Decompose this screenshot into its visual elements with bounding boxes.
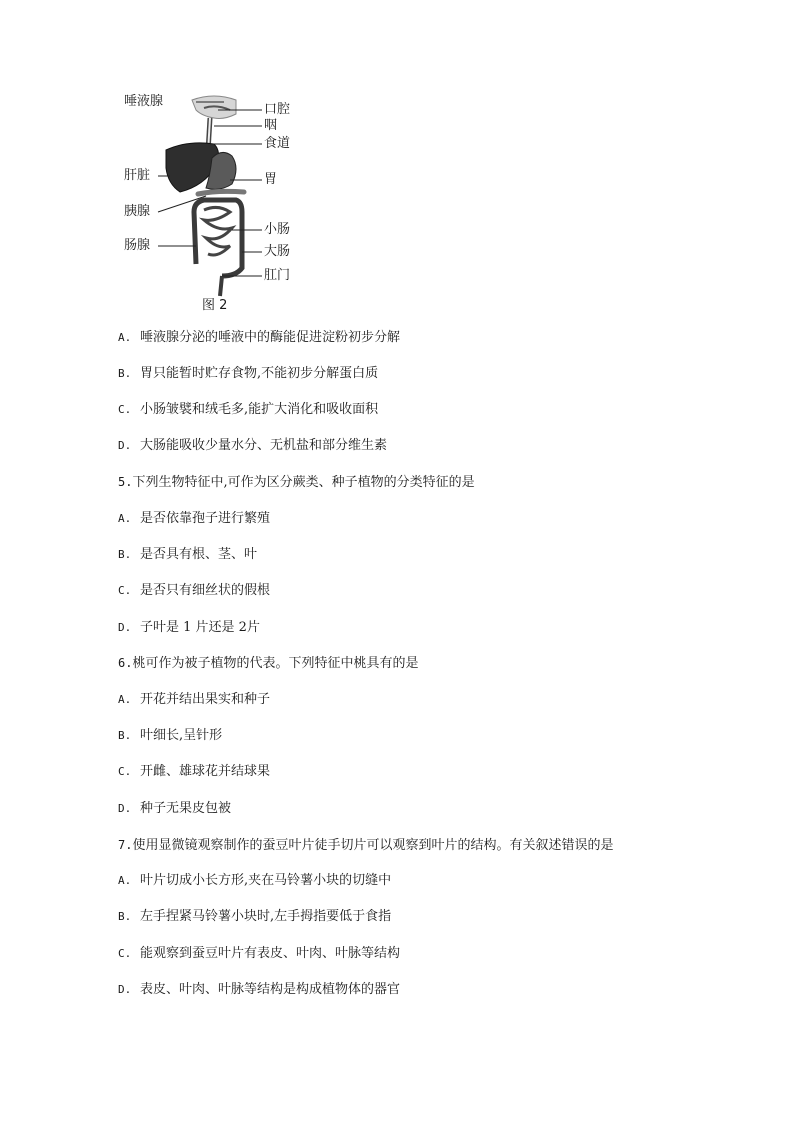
label-salivary-gland: 唾液腺 <box>124 94 164 109</box>
option-text: 左手捏紧马铃薯小块时,左手拇指要低于食指 <box>140 909 392 924</box>
option-text: 能观察到蚕豆叶片有表皮、叶肉、叶脉等结构 <box>140 946 401 961</box>
q7-option-a <box>118 873 391 889</box>
option-letter: B. <box>118 548 132 561</box>
option-letter: A. <box>118 331 132 344</box>
digestive-system-figure <box>118 92 318 314</box>
q5-option-d <box>118 620 260 636</box>
option-letter: A. <box>118 512 132 525</box>
option-text: 小肠皱襞和绒毛多,能扩大消化和吸收面积 <box>140 402 379 417</box>
q6-stem <box>118 655 418 672</box>
q6-option-d <box>118 801 231 817</box>
question-number: 6. <box>118 656 133 670</box>
q5-option-c <box>118 583 270 599</box>
label-pharynx: 咽 <box>264 118 278 133</box>
label-small-intestine: 小肠 <box>264 222 291 237</box>
option-text: 子叶是 1 片还是 2片 <box>140 620 260 635</box>
option-letter: D. <box>118 621 132 634</box>
option-letter: C. <box>118 403 132 416</box>
option-letter: C. <box>118 947 132 960</box>
q7-stem <box>118 837 613 854</box>
option-letter: B. <box>118 729 132 742</box>
q7-option-d <box>118 982 400 998</box>
label-anus: 肛门 <box>264 268 291 283</box>
question-number: 7. <box>118 838 133 852</box>
q4-option-a <box>118 330 400 346</box>
figure-caption: 图 2 <box>202 298 228 313</box>
q7-option-c <box>118 946 400 962</box>
q5-option-b <box>118 547 257 563</box>
option-letter: D. <box>118 439 132 452</box>
q6-option-c <box>118 764 270 780</box>
option-text: 大肠能吸收少量水分、无机盐和部分维生素 <box>140 438 388 453</box>
label-esophagus: 食道 <box>264 136 291 151</box>
q5-stem <box>118 474 475 491</box>
q4-option-b <box>118 366 378 382</box>
option-letter: D. <box>118 802 132 815</box>
q4-option-d <box>118 438 387 454</box>
option-text: 是否具有根、茎、叶 <box>140 547 258 562</box>
q7-option-b <box>118 909 391 925</box>
option-text: 表皮、叶肉、叶脉等结构是构成植物体的器官 <box>140 982 401 997</box>
label-stomach: 胃 <box>264 172 278 187</box>
option-letter: B. <box>118 367 132 380</box>
label-mouth: 口腔 <box>264 102 291 117</box>
option-letter: A. <box>118 874 132 887</box>
option-text: 开花并结出果实和种子 <box>140 692 271 707</box>
option-letter: C. <box>118 765 132 778</box>
option-text: 是否依靠孢子进行繁殖 <box>140 511 271 526</box>
option-letter: C. <box>118 584 132 597</box>
question-text: 使用显微镜观察制作的蚕豆叶片徒手切片可以观察到叶片的结构。有关叙述错误的是 <box>132 838 614 853</box>
q5-option-a <box>118 511 270 527</box>
option-letter: B. <box>118 910 132 923</box>
question-number: 5. <box>118 475 133 489</box>
option-text: 唾液腺分泌的唾液中的酶能促进淀粉初步分解 <box>140 330 401 345</box>
option-letter: A. <box>118 693 132 706</box>
option-text: 叶细长,呈针形 <box>140 728 223 743</box>
question-text: 下列生物特征中,可作为区分蕨类、种子植物的分类特征的是 <box>132 475 475 490</box>
question-text: 桃可作为被子植物的代表。下列特征中桃具有的是 <box>132 656 419 671</box>
option-text: 开雌、雄球花并结球果 <box>140 764 271 779</box>
label-large-intestine: 大肠 <box>264 244 291 259</box>
label-intestinal-gland: 肠腺 <box>124 238 151 253</box>
label-liver: 肝脏 <box>124 168 151 183</box>
option-text: 叶片切成小长方形,夹在马铃薯小块的切缝中 <box>140 873 392 888</box>
q6-option-b <box>118 728 222 744</box>
q4-option-c <box>118 402 378 418</box>
option-letter: D. <box>118 983 132 996</box>
label-pancreas: 胰腺 <box>124 204 151 219</box>
option-text: 种子无果皮包被 <box>140 801 232 816</box>
option-text: 是否只有细丝状的假根 <box>140 583 271 598</box>
q6-option-a <box>118 692 270 708</box>
option-text: 胃只能暂时贮存食物,不能初步分解蛋白质 <box>140 366 379 381</box>
